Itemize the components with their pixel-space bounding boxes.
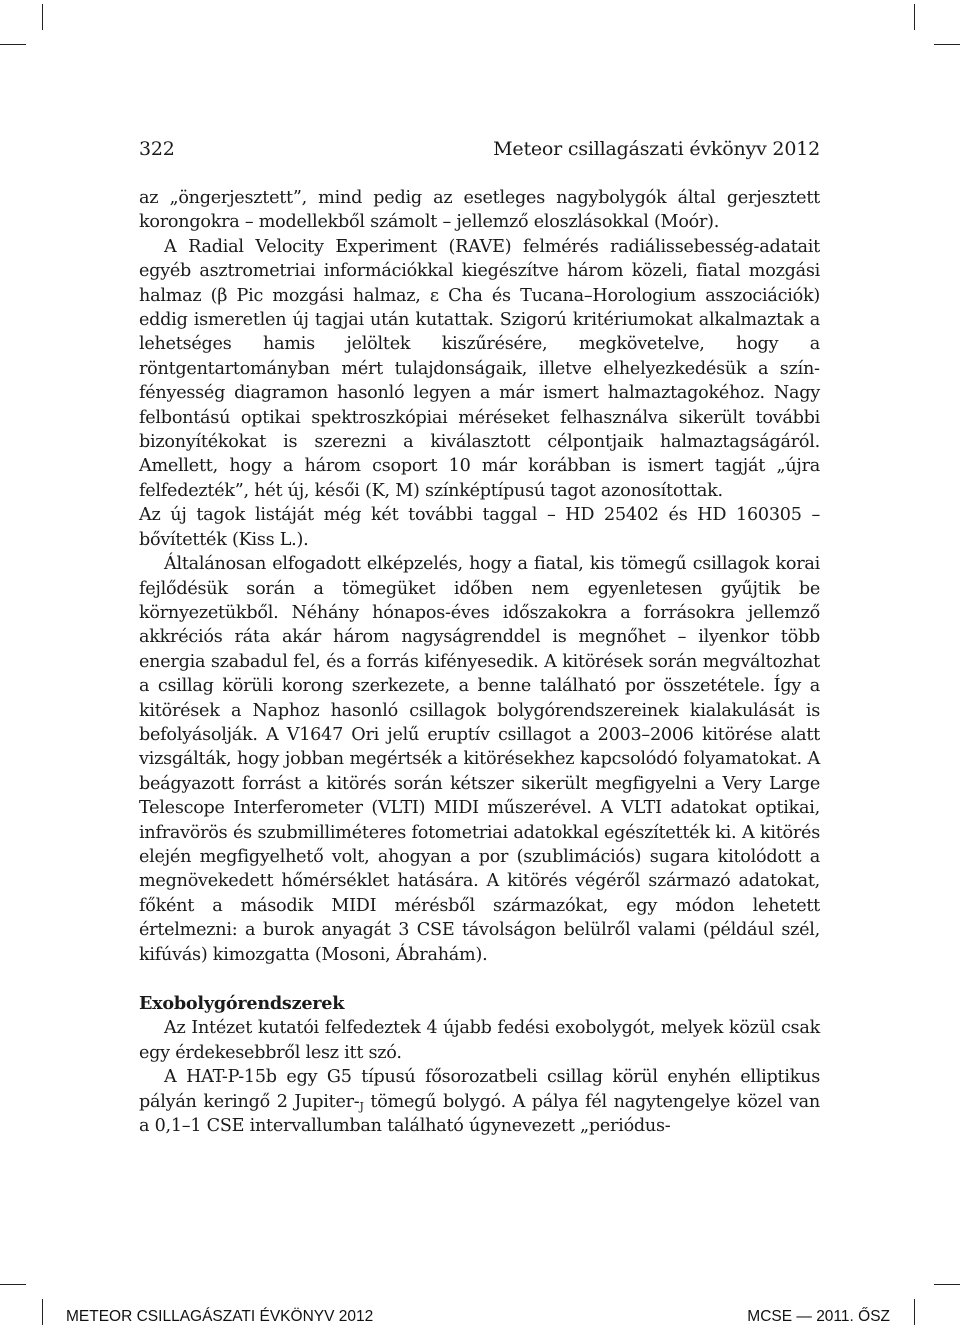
page-number: 322 [139,138,175,160]
footer-right: MCSE — 2011. ŐSZ [747,1308,890,1325]
crop-mark-bottom-left [42,1299,43,1325]
crop-mark-top-left [42,4,43,30]
crop-mark-top-left-h [0,44,26,45]
jupiter-subscript: J [359,1099,364,1113]
paragraph-1: az „öngerjesztett”, mind pedig az esetleges nagybolygók által gerjesztett korongokra – modellekből számolt – jellemző eloszlásokkal (Moór). [139,188,820,233]
crop-mark-bottom-right [914,1299,915,1325]
crop-mark-bottom-left-h [0,1284,26,1285]
crop-mark-top-right-h [934,44,960,45]
paragraph-3: Általánosan elfogadott elképzelés, hogy a fiatal, kis tömegű csillagok korai fejlődésük során a tömegüket időben nem egyenletesen gyűjtik be környezetükből. Néhány hónapos-éves időszakokra a forrásokra jellemző akkréciós ráta akár három nagyságrenddel is megnőhet – ilyenkor több energia szabadul fel, és a forrás kifényesedik. A kitörések során megváltozhat a csillag körüli korong szerkezete, a benne található por összetétele. Így a kitörések a Naphoz hasonló csillagok bolygórendszereinek kialakulását is befolyásolják. A V1647 Ori jelű eruptív csillagot a 2003–2006 kitörése alatt vizsgálták, hogy jobban megértsék a kitörésekhez kapcsolódó folyamatokat. A beágyazott forrást a kitörés során kétszer sikerült megfigyelni a Very Large Telescope Interferometer (VLTI) MIDI műszerével. A VLTI adatokat optikai, infravörös és szubmilliméteres fotometriai adatokkal egészítették ki. A kitörés elején megfigyelhető volt, ahogyan a por (szublimációs) sugara kitolódott a megnövekedett hőmérséklet hatására. A kitörés végéről származó adatokat, főként a második MIDI mérésből származókat, egy módon lehetett értelmezni: a burok anyagát 3 CSE távolságon belülről valami (például szél, kifúvás) kimozgatta (Mosoni, Ábrahám). [139,554,820,965]
crop-mark-top-right [914,4,915,30]
running-head [139,137,820,161]
paragraph-2b: Az új tagok listáját még két további taggal – HD 25402 és HD 160305 – bővítették (Kiss L.). [139,505,820,550]
footer-left: METEOR CSILLAGÁSZATI ÉVKÖNYV 2012 [66,1308,374,1325]
paragraph-4: Az Intézet kutatói felfedeztek 4 újabb fedési exobolygót, melyek közül csak egy érdekesebbről lesz itt szó. [139,1018,820,1063]
running-title: Meteor csillagászati évkönyv 2012 [493,138,820,160]
paragraph-5-part-b: tömegű bolygó. A pálya fél nagytengelye közel van a 0,1–1 CSE intervallumban található úgynevezett „periódus- [139,1091,820,1137]
paragraph-5-part-a: A HAT-P-15b egy G5 típusú fősorozatbeli csillag körül enyhén elliptikus pályán keringő 2 Jupiter- [139,1067,820,1112]
paragraph-2a: A Radial Velocity Experiment (RAVE) felmérés radiálissebesség-adatait egyéb asztrometriai információkkal kiegészítve három közeli, fiatal mozgási halmaz (β Pic mozgási halmaz, ε Cha és Tucana–Horologium asszociációk) eddig ismeretlen új tagjai után kutattak. Szigorú kritériumokat alkalmaztak a lehetséges hamis jelöltek kiszűrésére, megkövetelve, hogy a röntgentartományban mért tulajdonságaik, illetve elhelyezkedésük a színfényesség diagramon hasonló legyen a már ismert halmaztagokéhoz. Nagy felbontású optikai spektroszkópiai méréseket felhasználva sikerült további bizonyítékokat is szerezni a kiválasztott célpontjaik halmaztagságáról. Amellett, hogy a három csoport 10 már korábban is ismert tagját „újra felfedezték”, hét új, késői (K, M) színképtípusú tagot azonosítottak. [139,236,820,501]
crop-mark-bottom-right-h [934,1284,960,1285]
paragraph-5 [139,1065,820,1138]
section-heading: Exobolygórendszerek [139,993,345,1014]
page-body [139,186,820,1138]
